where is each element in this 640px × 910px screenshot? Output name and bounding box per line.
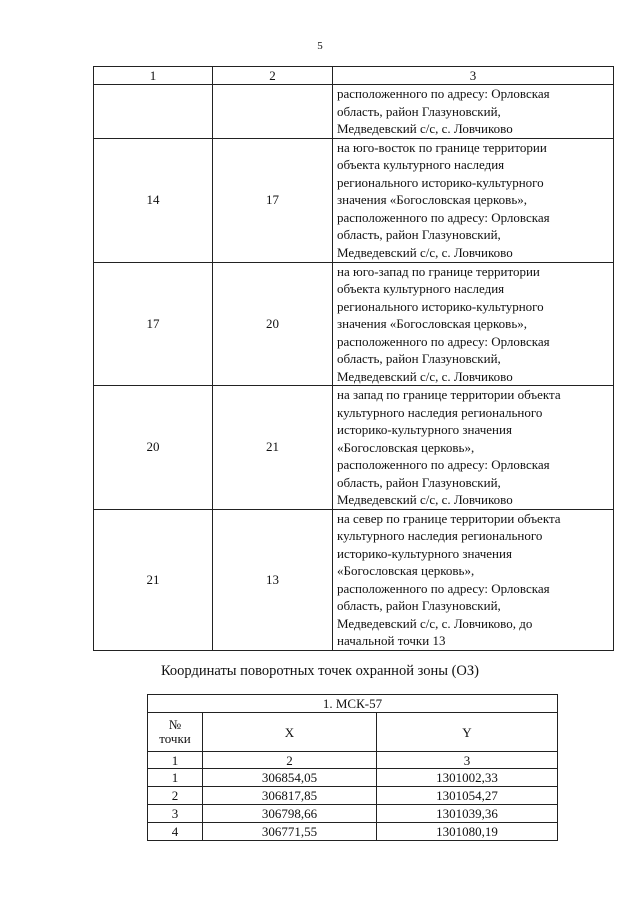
column-number-2: 2 bbox=[203, 752, 377, 769]
table-header-row bbox=[94, 67, 614, 85]
boundary-description bbox=[333, 262, 614, 386]
table-row bbox=[148, 787, 558, 805]
from-point bbox=[94, 85, 213, 139]
x-header: X bbox=[203, 713, 377, 752]
table-row bbox=[148, 823, 558, 841]
coordinates-table bbox=[147, 694, 558, 841]
description-line: Медведевский с/с, с. Ловчиково bbox=[337, 121, 513, 136]
column-number-2: 2 bbox=[213, 67, 333, 85]
point-number: 3 bbox=[148, 805, 203, 823]
description-line: расположенного по адресу: Орловская bbox=[337, 209, 550, 225]
table-row bbox=[148, 769, 558, 787]
coordinates-heading: Координаты поворотных точек охранной зоны (ОЗ) bbox=[160, 663, 479, 679]
to-point bbox=[213, 85, 333, 139]
to-point: 20 bbox=[213, 262, 333, 386]
description-line: культурного наследия регионального bbox=[337, 528, 543, 543]
axes-header-row bbox=[148, 713, 558, 752]
y-value: 1301039,36 bbox=[377, 805, 558, 823]
y-value: 1301054,27 bbox=[377, 787, 558, 805]
table-row bbox=[94, 386, 614, 510]
boundary-description bbox=[333, 509, 614, 650]
y-value: 1301080,19 bbox=[377, 823, 558, 841]
number-sign: № bbox=[168, 717, 182, 732]
from-point: 20 bbox=[94, 386, 213, 510]
table-row bbox=[94, 138, 614, 262]
to-point: 21 bbox=[213, 386, 333, 510]
column-number-3: 3 bbox=[377, 752, 558, 769]
table-row bbox=[94, 85, 614, 139]
column-number-1: 1 bbox=[94, 67, 213, 85]
description-line: «Богословская церковь», bbox=[337, 563, 475, 578]
point-number: 1 bbox=[148, 769, 203, 787]
description-line: расположенного по адресу: Орловская bbox=[337, 457, 550, 472]
boundary-description-table bbox=[93, 66, 614, 651]
coordinate-system: 1. МСК-57 bbox=[148, 695, 558, 713]
description-line: на юго-запад по границе территории bbox=[337, 263, 540, 279]
description-line: на запад по границе территории объекта bbox=[337, 387, 561, 402]
coordinate-system-row bbox=[148, 695, 558, 713]
description-line: область, район Глазуновский, bbox=[337, 598, 501, 613]
table-row bbox=[94, 262, 614, 386]
point-word: точки bbox=[159, 731, 191, 746]
description-line: историко-культурного значения bbox=[337, 422, 512, 437]
description-line: культурного наследия регионального bbox=[337, 404, 543, 420]
description-line: начальной точки 13 bbox=[337, 633, 446, 648]
description-line: «Богословская церковь», bbox=[337, 439, 475, 455]
description-line: расположенного по адресу: Орловская bbox=[337, 333, 550, 349]
to-point: 17 bbox=[213, 138, 333, 262]
description-line: Медведевский с/с, с. Ловчиково bbox=[337, 244, 513, 260]
point-number: 2 bbox=[148, 787, 203, 805]
description-line: значения «Богословская церковь», bbox=[337, 316, 527, 331]
description-line: регионального историко-культурного bbox=[337, 174, 544, 190]
description-line: на юго-восток по границе территории bbox=[337, 139, 547, 155]
to-point: 13 bbox=[213, 509, 333, 650]
x-value: 306817,85 bbox=[203, 787, 377, 805]
description-line: Медведевский с/с, с. Ловчиково, до bbox=[337, 615, 533, 631]
column-number-1: 1 bbox=[148, 752, 203, 769]
from-point: 17 bbox=[94, 262, 213, 386]
description-line: объекта культурного наследия bbox=[337, 281, 505, 296]
boundary-description bbox=[333, 386, 614, 510]
description-line: Медведевский с/с, с. Ловчиково bbox=[337, 492, 513, 507]
boundary-description bbox=[333, 85, 614, 139]
point-number-header bbox=[148, 713, 203, 752]
description-line: на север по границе территории объекта bbox=[337, 510, 561, 526]
y-header: Y bbox=[377, 713, 558, 752]
page-number: 5 bbox=[317, 40, 323, 52]
description-line: объекта культурного наследия bbox=[337, 157, 505, 172]
description-line: значения «Богословская церковь», bbox=[337, 192, 527, 207]
description-line: регионального историко-культурного bbox=[337, 298, 544, 314]
from-point: 21 bbox=[94, 509, 213, 650]
description-line: расположенного по адресу: Орловская bbox=[337, 580, 550, 596]
table-row bbox=[94, 509, 614, 650]
description-line: область, район Глазуновский, bbox=[337, 227, 501, 242]
y-value: 1301002,33 bbox=[377, 769, 558, 787]
x-value: 306771,55 bbox=[203, 823, 377, 841]
description-line: область, район Глазуновский, bbox=[337, 351, 501, 366]
from-point: 14 bbox=[94, 138, 213, 262]
x-value: 306798,66 bbox=[203, 805, 377, 823]
description-line: область, район Глазуновский, bbox=[337, 474, 501, 490]
table-row bbox=[148, 805, 558, 823]
x-value: 306854,05 bbox=[203, 769, 377, 787]
description-line: область, район Глазуновский, bbox=[337, 103, 501, 119]
boundary-description bbox=[333, 138, 614, 262]
column-number-3: 3 bbox=[333, 67, 614, 85]
column-numbers-row bbox=[148, 752, 558, 769]
description-line: Медведевский с/с, с. Ловчиково bbox=[337, 368, 513, 384]
description-line: историко-культурного значения bbox=[337, 545, 512, 561]
description-line: расположенного по адресу: Орловская bbox=[337, 86, 550, 101]
point-number: 4 bbox=[148, 823, 203, 841]
